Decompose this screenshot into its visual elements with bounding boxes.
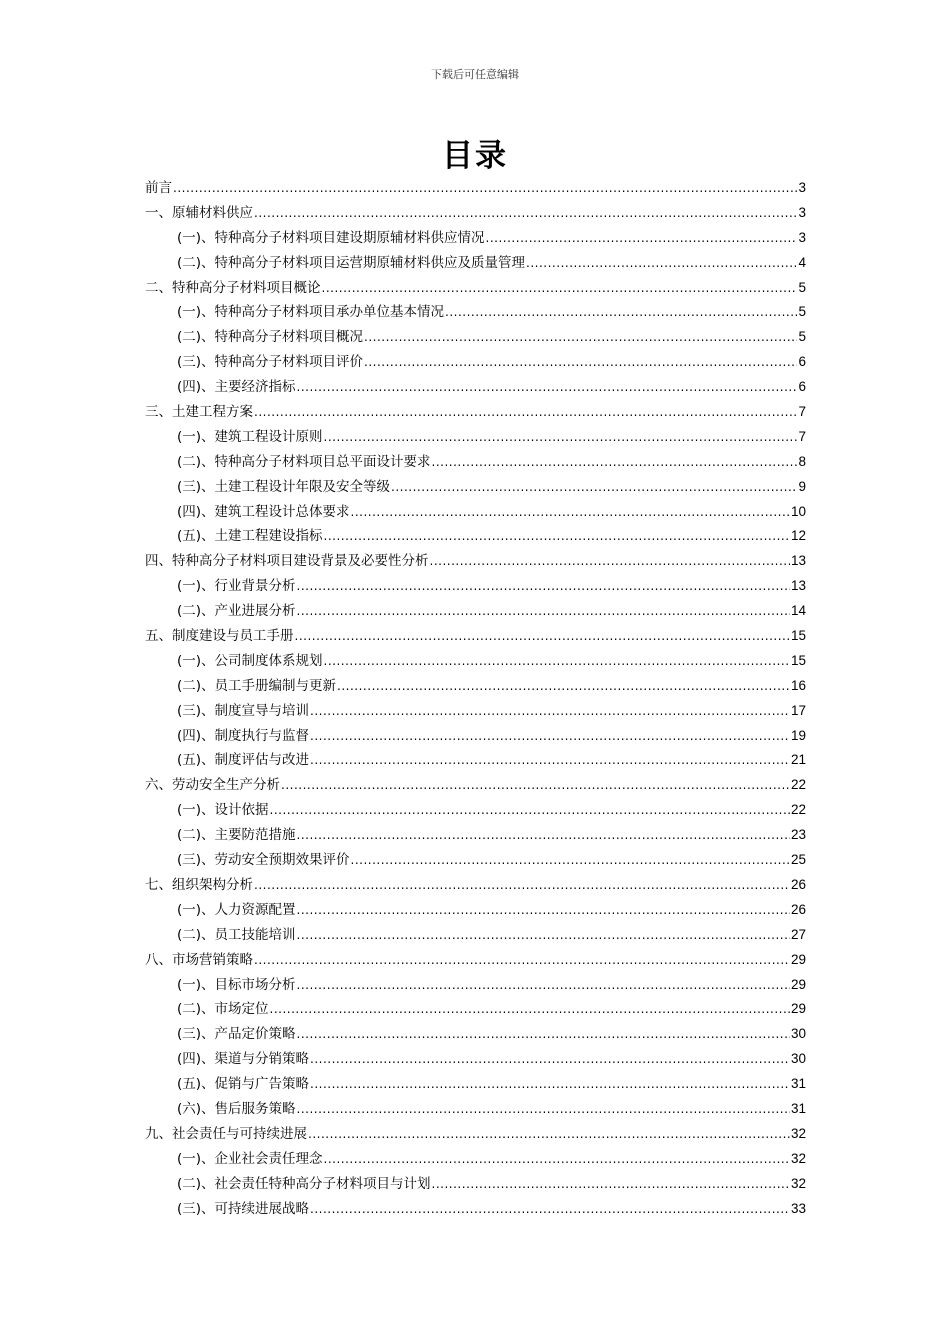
toc-entry[interactable] xyxy=(145,1022,806,1047)
toc-entry-label: (二)、产业进展分析 xyxy=(177,603,296,620)
toc-entry-label: (三)、劳动安全预期效果评价 xyxy=(177,852,350,869)
toc-dot-leader xyxy=(297,923,790,948)
toc-dot-leader xyxy=(297,823,790,848)
toc-entry-page-number: 6 xyxy=(798,354,806,370)
toc-entry-page-number: 4 xyxy=(798,254,806,270)
toc-dot-leader xyxy=(324,425,798,450)
toc-entry[interactable] xyxy=(145,425,806,450)
toc-entry-page-number: 13 xyxy=(790,553,806,569)
toc-entry-label: (一)、建筑工程设计原则 xyxy=(177,428,323,445)
toc-dot-leader xyxy=(310,1047,790,1072)
toc-entry[interactable] xyxy=(145,475,806,500)
toc-dot-leader xyxy=(297,898,790,923)
toc-entry[interactable] xyxy=(145,848,806,873)
toc-entry[interactable] xyxy=(145,1122,806,1147)
toc-entry-label: 三、土建工程方案 xyxy=(145,404,253,421)
toc-entry[interactable] xyxy=(145,325,806,350)
toc-entry-page-number: 27 xyxy=(790,926,806,942)
toc-entry-label: 前言 xyxy=(145,180,172,196)
toc-entry-label: (一)、企业社会责任理念 xyxy=(177,1150,323,1167)
toc-dot-leader xyxy=(391,475,797,500)
toc-entry-label: (一)、人力资源配置 xyxy=(177,901,296,918)
toc-entry-page-number: 32 xyxy=(790,1150,806,1166)
toc-entry[interactable] xyxy=(145,1097,806,1122)
toc-entry[interactable] xyxy=(145,276,806,301)
toc-entry-page-number: 12 xyxy=(790,528,806,544)
toc-entry[interactable] xyxy=(145,699,806,724)
toc-entry-label: (一)、特种高分子材料项目承办单位基本情况 xyxy=(177,304,445,321)
toc-dot-leader xyxy=(310,748,790,773)
toc-dot-leader xyxy=(173,176,797,201)
toc-entry-label: 五、制度建设与员工手册 xyxy=(145,628,294,645)
toc-dot-leader xyxy=(337,674,790,699)
toc-dot-leader xyxy=(310,1197,790,1222)
toc-entry[interactable] xyxy=(145,997,806,1022)
toc-dot-leader xyxy=(364,350,797,375)
toc-dot-leader xyxy=(432,1172,790,1197)
toc-entry-label: 八、市场营销策略 xyxy=(145,951,253,968)
toc-entry[interactable] xyxy=(145,1072,806,1097)
toc-dot-leader xyxy=(254,948,790,973)
toc-entry-label: (二)、特种高分子材料项目概况 xyxy=(177,329,364,346)
toc-entry-page-number: 29 xyxy=(790,1001,806,1017)
toc-entry-label: (三)、特种高分子材料项目评价 xyxy=(177,354,364,371)
toc-dot-leader xyxy=(297,599,790,624)
toc-entry[interactable] xyxy=(145,300,806,325)
toc-entry-page-number: 19 xyxy=(790,727,806,743)
toc-entry-label: (二)、员工技能培训 xyxy=(177,926,296,943)
toc-entry-page-number: 17 xyxy=(790,702,806,718)
toc-entry[interactable] xyxy=(145,1197,806,1222)
toc-dot-leader xyxy=(430,549,790,574)
toc-entry-label: (一)、行业背景分析 xyxy=(177,578,296,595)
toc-entry-label: (五)、制度评估与改进 xyxy=(177,752,310,769)
toc-dot-leader xyxy=(351,848,790,873)
toc-dot-leader xyxy=(270,997,790,1022)
page-title: 目录 xyxy=(442,138,508,174)
toc-entry[interactable] xyxy=(145,624,806,649)
toc-entry[interactable] xyxy=(145,176,806,201)
toc-entry[interactable] xyxy=(145,748,806,773)
toc-entry[interactable] xyxy=(145,923,806,948)
toc-entry-page-number: 21 xyxy=(790,752,806,768)
toc-entry[interactable] xyxy=(145,724,806,749)
toc-dot-leader xyxy=(322,276,798,301)
toc-entry-label: (一)、目标市场分析 xyxy=(177,976,296,993)
toc-entry-label: (四)、建筑工程设计总体要求 xyxy=(177,503,350,520)
toc-entry-label: (三)、制度宣导与培训 xyxy=(177,702,310,719)
toc-dot-leader xyxy=(297,574,790,599)
toc-dot-leader xyxy=(324,1147,790,1172)
toc-entry-label: (三)、可持续进展战略 xyxy=(177,1200,310,1217)
toc-entry-page-number: 14 xyxy=(790,603,806,619)
toc-entry[interactable] xyxy=(145,251,806,276)
toc-dot-leader xyxy=(364,325,797,350)
toc-entry[interactable] xyxy=(145,873,806,898)
toc-entry[interactable] xyxy=(145,524,806,549)
toc-entry-page-number: 26 xyxy=(790,901,806,917)
toc-entry-label: (五)、促销与广告策略 xyxy=(177,1076,310,1093)
toc-entry-label: (四)、渠道与分销策略 xyxy=(177,1051,310,1068)
toc-entry-page-number: 29 xyxy=(790,951,806,967)
toc-entry-page-number: 13 xyxy=(790,578,806,594)
table-of-contents xyxy=(145,176,806,1221)
toc-entry[interactable] xyxy=(145,400,806,425)
toc-entry-page-number: 3 xyxy=(798,229,806,245)
toc-entry-page-number: 29 xyxy=(790,976,806,992)
toc-entry-label: 九、社会责任与可持续进展 xyxy=(145,1125,307,1142)
toc-dot-leader xyxy=(526,251,797,276)
toc-dot-leader xyxy=(486,226,798,251)
toc-dot-leader xyxy=(297,375,798,400)
toc-entry-page-number: 33 xyxy=(790,1200,806,1216)
toc-entry[interactable] xyxy=(145,798,806,823)
toc-dot-leader xyxy=(310,1072,790,1097)
toc-entry[interactable] xyxy=(145,898,806,923)
toc-entry-page-number: 5 xyxy=(798,329,806,345)
toc-entry[interactable] xyxy=(145,574,806,599)
toc-dot-leader xyxy=(297,1097,790,1122)
toc-entry-page-number: 23 xyxy=(790,827,806,843)
toc-entry-page-number: 15 xyxy=(790,628,806,644)
toc-dot-leader xyxy=(324,524,790,549)
toc-dot-leader xyxy=(281,773,790,798)
toc-entry-page-number: 15 xyxy=(790,652,806,668)
toc-entry-page-number: 32 xyxy=(790,1125,806,1141)
toc-entry-page-number: 7 xyxy=(798,404,806,420)
toc-entry-page-number: 10 xyxy=(790,503,806,519)
toc-entry[interactable] xyxy=(145,375,806,400)
toc-entry[interactable] xyxy=(145,201,806,226)
toc-entry-label: (二)、社会责任特种高分子材料项目与计划 xyxy=(177,1175,431,1192)
toc-entry[interactable] xyxy=(145,1147,806,1172)
toc-entry[interactable] xyxy=(145,450,806,475)
toc-dot-leader xyxy=(254,873,790,898)
toc-entry-page-number: 32 xyxy=(790,1175,806,1191)
toc-entry-page-number: 22 xyxy=(790,802,806,818)
toc-entry[interactable] xyxy=(145,599,806,624)
toc-entry-page-number: 16 xyxy=(790,677,806,693)
toc-entry-label: (六)、售后服务策略 xyxy=(177,1100,296,1117)
toc-entry-label: (一)、特种高分子材料项目建设期原辅材料供应情况 xyxy=(177,229,485,246)
toc-entry-page-number: 30 xyxy=(790,1026,806,1042)
toc-entry-page-number: 6 xyxy=(798,379,806,395)
toc-entry[interactable] xyxy=(145,1047,806,1072)
toc-dot-leader xyxy=(297,973,790,998)
toc-entry-label: (二)、市场定位 xyxy=(177,1001,269,1018)
toc-entry-page-number: 5 xyxy=(798,304,806,320)
toc-dot-leader xyxy=(254,400,797,425)
toc-entry[interactable] xyxy=(145,674,806,699)
toc-entry-page-number: 8 xyxy=(798,453,806,469)
toc-entry[interactable] xyxy=(145,823,806,848)
toc-dot-leader xyxy=(310,724,790,749)
toc-dot-leader xyxy=(351,500,790,525)
toc-entry-page-number: 25 xyxy=(790,852,806,868)
toc-entry-page-number: 30 xyxy=(790,1051,806,1067)
toc-dot-leader xyxy=(254,201,797,226)
toc-dot-leader xyxy=(295,624,790,649)
toc-entry-label: (三)、土建工程设计年限及安全等级 xyxy=(177,478,391,495)
toc-entry[interactable] xyxy=(145,948,806,973)
toc-entry-label: (二)、主要防范措施 xyxy=(177,827,296,844)
toc-entry-page-number: 31 xyxy=(790,1076,806,1092)
toc-dot-leader xyxy=(308,1122,790,1147)
toc-entry-page-number: 31 xyxy=(790,1100,806,1116)
toc-entry-label: (一)、公司制度体系规划 xyxy=(177,652,323,669)
toc-dot-leader xyxy=(324,649,790,674)
toc-dot-leader xyxy=(445,300,797,325)
page-header: 下载后可任意编辑 xyxy=(431,68,519,81)
toc-entry-label: 七、组织架构分析 xyxy=(145,876,253,893)
toc-entry-label: (二)、特种高分子材料项目总平面设计要求 xyxy=(177,453,431,470)
toc-entry-label: (三)、产品定价策略 xyxy=(177,1026,296,1043)
toc-entry-label: (四)、主要经济指标 xyxy=(177,379,296,396)
toc-entry-page-number: 7 xyxy=(798,428,806,444)
toc-dot-leader xyxy=(432,450,798,475)
toc-entry-label: (一)、设计依据 xyxy=(177,802,269,819)
toc-entry[interactable] xyxy=(145,500,806,525)
toc-entry[interactable] xyxy=(145,226,806,251)
toc-entry-page-number: 26 xyxy=(790,876,806,892)
toc-entry-page-number: 9 xyxy=(798,478,806,494)
toc-entry-page-number: 3 xyxy=(798,180,806,195)
toc-entry-page-number: 3 xyxy=(798,204,806,220)
toc-entry-label: (二)、特种高分子材料项目运营期原辅材料供应及质量管理 xyxy=(177,254,526,271)
toc-entry[interactable] xyxy=(145,649,806,674)
toc-entry-label: 一、原辅材料供应 xyxy=(145,204,253,221)
toc-entry-page-number: 22 xyxy=(790,777,806,793)
toc-entry[interactable] xyxy=(145,973,806,998)
toc-entry[interactable] xyxy=(145,549,806,574)
toc-entry[interactable] xyxy=(145,350,806,375)
toc-dot-leader xyxy=(297,1022,790,1047)
toc-entry-label: 四、特种高分子材料项目建设背景及必要性分析 xyxy=(145,553,429,570)
toc-entry[interactable] xyxy=(145,773,806,798)
toc-entry-label: 六、劳动安全生产分析 xyxy=(145,777,280,794)
toc-entry-label: (四)、制度执行与监督 xyxy=(177,727,310,744)
toc-entry-page-number: 5 xyxy=(798,279,806,295)
toc-entry-label: 二、特种高分子材料项目概论 xyxy=(145,279,321,296)
toc-entry-label: (五)、土建工程建设指标 xyxy=(177,528,323,545)
toc-dot-leader xyxy=(310,699,790,724)
toc-entry-label: (二)、员工手册编制与更新 xyxy=(177,677,337,694)
toc-dot-leader xyxy=(270,798,790,823)
toc-entry[interactable] xyxy=(145,1172,806,1197)
